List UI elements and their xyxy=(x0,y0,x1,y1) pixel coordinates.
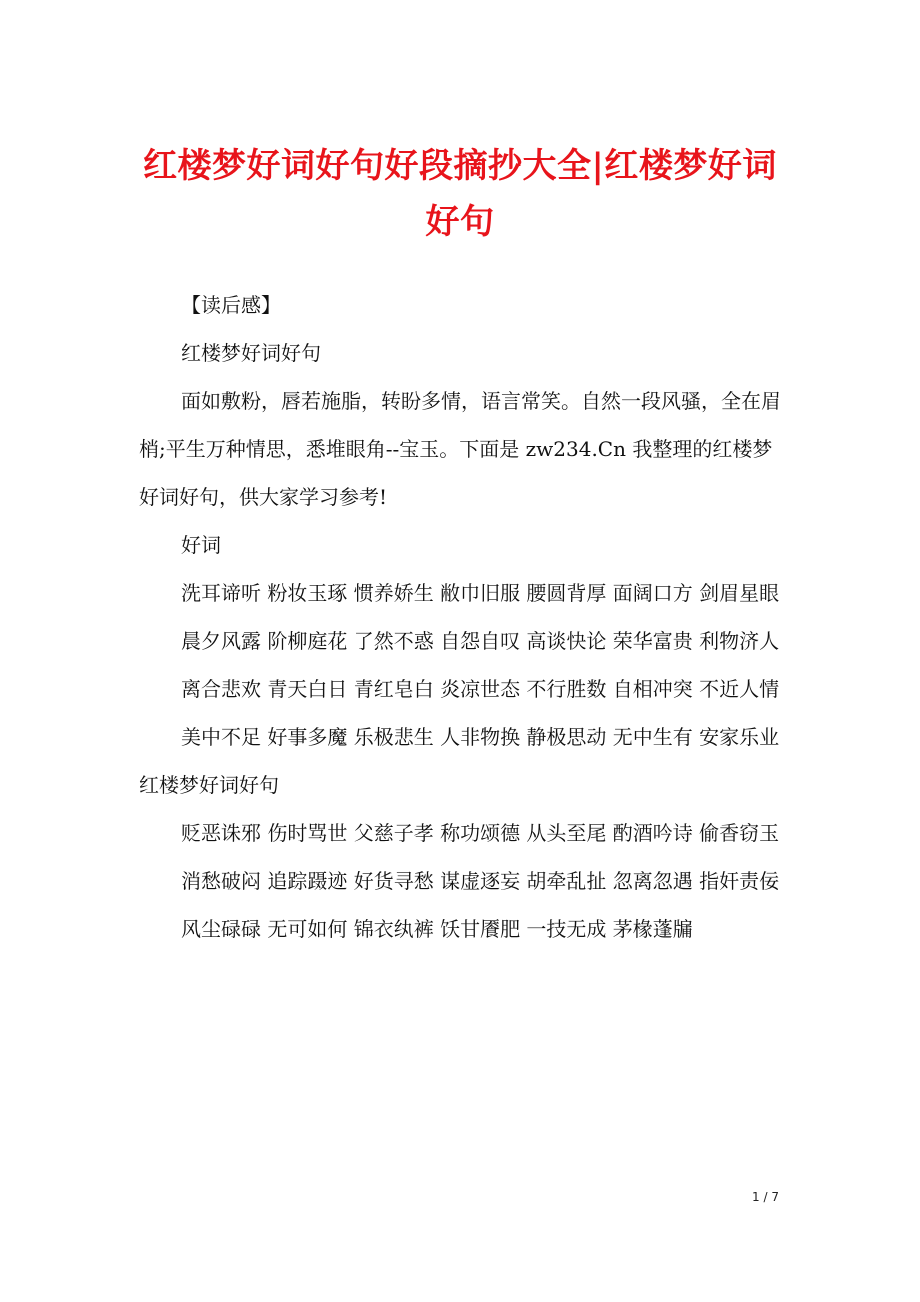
page-title xyxy=(120,138,800,250)
paragraph-subtitle: 红楼梦好词好句 xyxy=(181,341,321,365)
paragraph-word-list: 消愁破闷 追踪蹑迹 好货寻愁 谋虚逐妄 胡牵乱扯 忽离忽遇 指奸责佞 xyxy=(181,869,780,893)
paragraph-word-list: 离合悲欢 青天白日 青红皂白 炎凉世态 不行胜数 自相冲突 不近人情 xyxy=(181,677,780,701)
paragraph-section-heading: 好词 xyxy=(181,533,221,557)
title-line-1: 红楼梦好词好句好段摘抄大全|红楼梦好词 xyxy=(143,146,777,186)
paragraph-word-list: 风尘碌碌 无可如何 锦衣纨裤 饫甘餍肥 一技无成 茅椽蓬牖 xyxy=(181,917,693,941)
paragraph-intro: 面如敷粉，唇若施脂，转盼多情，语言常笑。自然一段风骚，全在眉梢;平生万种情思，悉堆眼角--宝玉。下面是 zw234.Cn 我整理的红楼梦好词好句，供大家学习参考! xyxy=(139,389,781,509)
paragraph-word-list: 贬恶诛邪 伤时骂世 父慈子孝 称功颂德 从头至尾 酌酒吟诗 偷香窃玉 xyxy=(181,821,780,845)
paragraph-word-list: 美中不足 好事多魔 乐极悲生 人非物换 静极思动 无中生有 安家乐业红楼梦好词好句 xyxy=(139,725,780,797)
paragraph-word-list: 洗耳谛听 粉妆玉琢 惯养娇生 敝巾旧服 腰圆背厚 面阔口方 剑眉星眼 xyxy=(181,581,780,605)
page-number: 1 / 7 xyxy=(752,1190,779,1204)
title-line-2: 好句 xyxy=(425,202,495,242)
paragraph-category: 【读后感】 xyxy=(181,293,281,317)
paragraph-word-list: 晨夕风露 阶柳庭花 了然不惑 自怨自叹 高谈快论 荣华富贵 利物济人 xyxy=(181,629,780,653)
document-body xyxy=(139,281,785,953)
